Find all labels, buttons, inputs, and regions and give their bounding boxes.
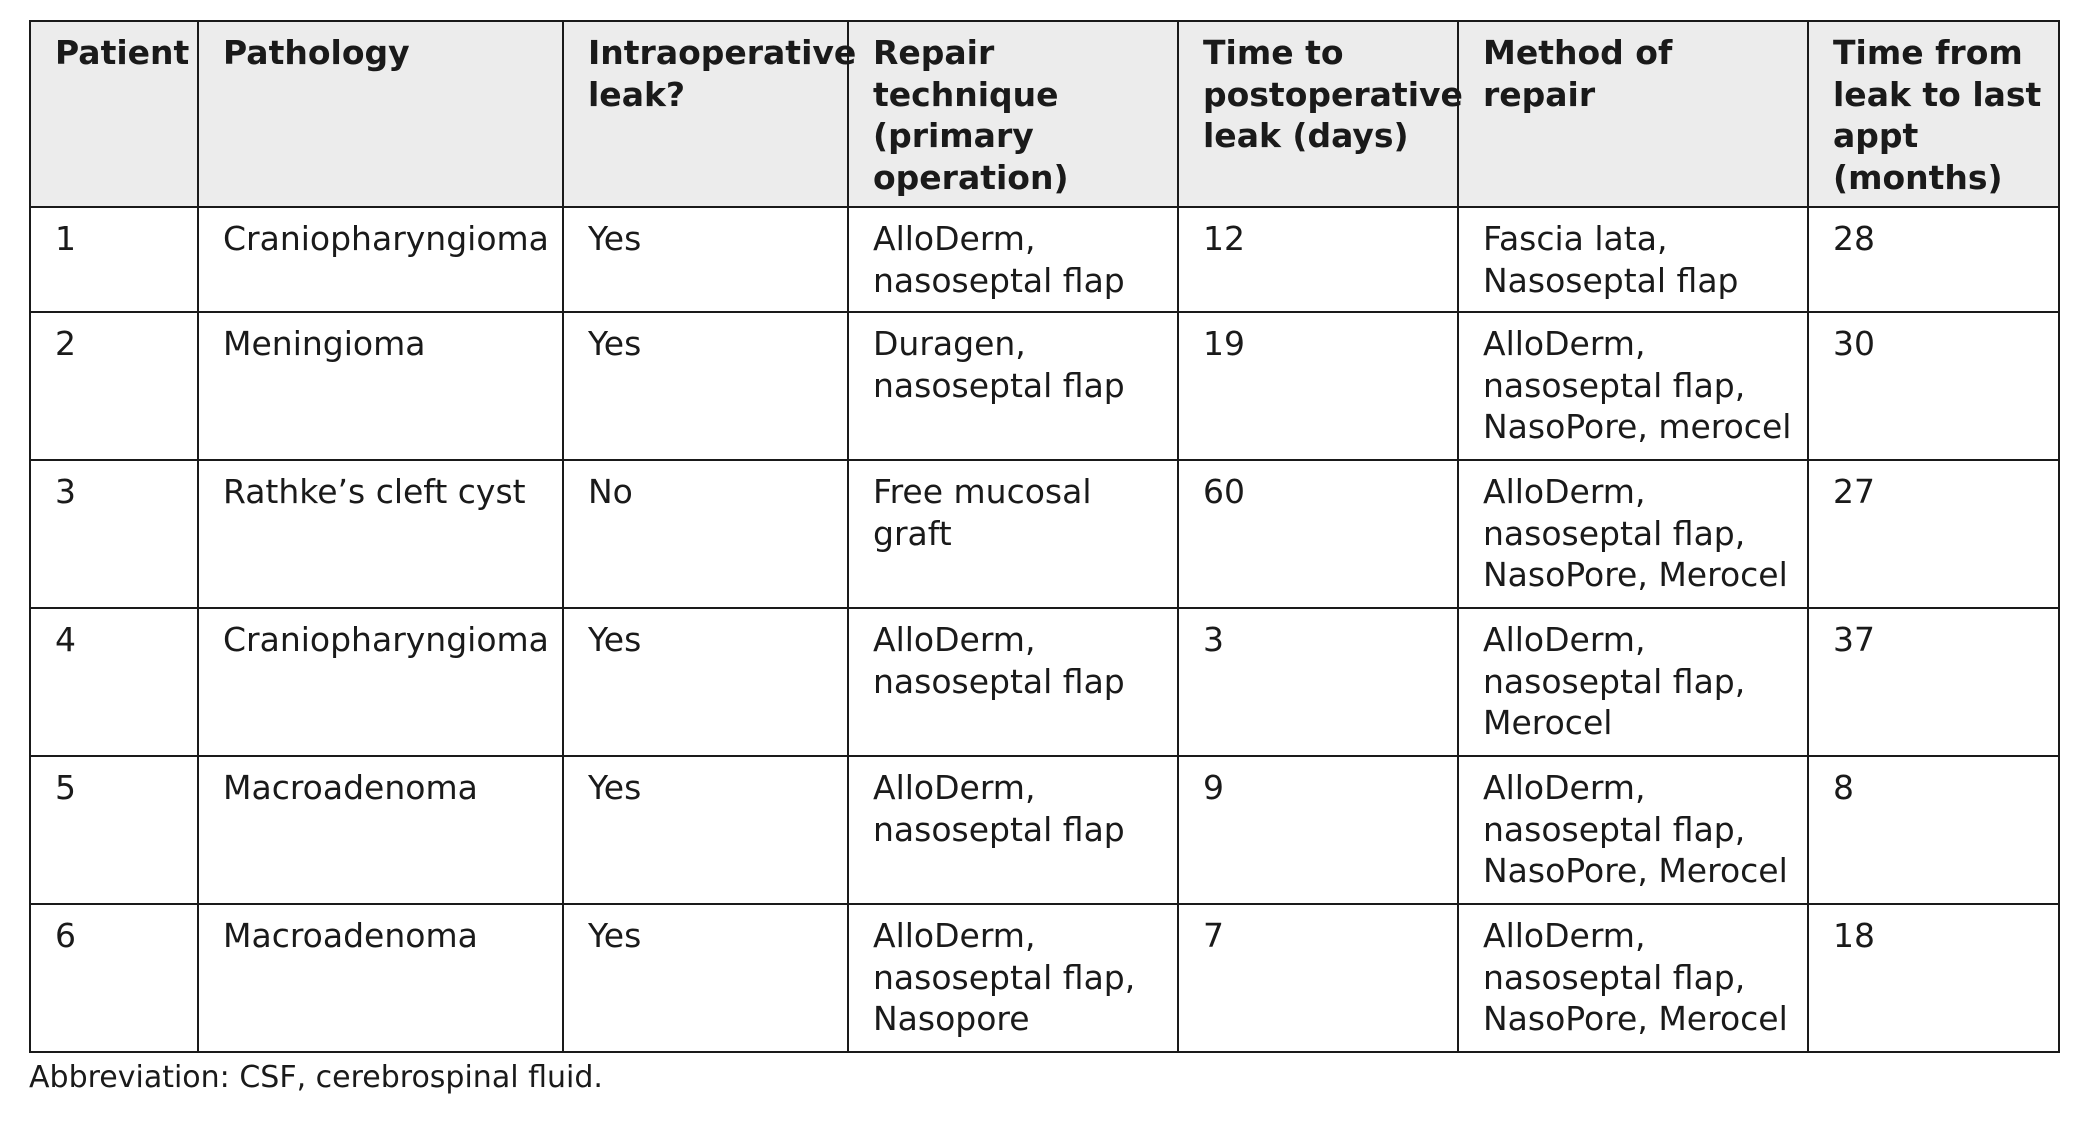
cell-intraoperative-leak: Yes [563, 312, 848, 460]
cell-time-to-leak: 19 [1178, 312, 1458, 460]
cell-method-of-repair: Fascia lata, Nasoseptal flap [1458, 207, 1808, 312]
cell-time-to-last-appt: 18 [1808, 904, 2059, 1052]
table-row [30, 460, 2059, 608]
cell-pathology: Craniopharyngioma [198, 608, 563, 756]
table-row [30, 207, 2059, 312]
cell-pathology: Macroadenoma [198, 756, 563, 904]
table-footnote: Abbreviation: CSF, cerebrospinal fluid. [29, 1060, 603, 1095]
cell-time-to-last-appt: 27 [1808, 460, 2059, 608]
cell-patient: 5 [30, 756, 198, 904]
patient-repair-table [29, 20, 2060, 1053]
cell-time-to-leak: 7 [1178, 904, 1458, 1052]
header-intraoperative-leak: Intraoperative leak? [563, 21, 848, 207]
cell-pathology: Meningioma [198, 312, 563, 460]
cell-patient: 2 [30, 312, 198, 460]
cell-time-to-last-appt: 30 [1808, 312, 2059, 460]
cell-patient: 3 [30, 460, 198, 608]
header-method-of-repair: Method of repair [1458, 21, 1808, 207]
header-repair-technique: Repair technique (primary operation) [848, 21, 1178, 207]
cell-repair-technique: AlloDerm, nasoseptal flap, Nasopore [848, 904, 1178, 1052]
cell-patient: 6 [30, 904, 198, 1052]
table-row [30, 904, 2059, 1052]
table-header-row [30, 21, 2059, 207]
cell-repair-technique: AlloDerm, nasoseptal flap [848, 756, 1178, 904]
cell-time-to-leak: 9 [1178, 756, 1458, 904]
cell-repair-technique: AlloDerm, nasoseptal flap [848, 608, 1178, 756]
cell-method-of-repair: AlloDerm, nasoseptal flap, NasoPore, Merocel [1458, 756, 1808, 904]
header-pathology: Pathology [198, 21, 563, 207]
cell-method-of-repair: AlloDerm, nasoseptal flap, NasoPore, Merocel [1458, 460, 1808, 608]
table-row [30, 756, 2059, 904]
cell-intraoperative-leak: Yes [563, 608, 848, 756]
header-time-to-leak: Time to postoperative leak (days) [1178, 21, 1458, 207]
cell-time-to-leak: 60 [1178, 460, 1458, 608]
cell-time-to-last-appt: 37 [1808, 608, 2059, 756]
header-patient: Patient [30, 21, 198, 207]
data-table-container [29, 20, 2058, 1053]
cell-time-to-last-appt: 8 [1808, 756, 2059, 904]
cell-repair-technique: Duragen, nasoseptal flap [848, 312, 1178, 460]
cell-intraoperative-leak: Yes [563, 904, 848, 1052]
cell-method-of-repair: AlloDerm, nasoseptal flap, NasoPore, Merocel [1458, 904, 1808, 1052]
cell-method-of-repair: AlloDerm, nasoseptal flap, NasoPore, merocel [1458, 312, 1808, 460]
cell-time-to-last-appt: 28 [1808, 207, 2059, 312]
table-row [30, 312, 2059, 460]
table-row [30, 608, 2059, 756]
cell-pathology: Craniopharyngioma [198, 207, 563, 312]
cell-pathology: Rathke’s cleft cyst [198, 460, 563, 608]
cell-repair-technique: AlloDerm, nasoseptal flap [848, 207, 1178, 312]
cell-pathology: Macroadenoma [198, 904, 563, 1052]
cell-patient: 4 [30, 608, 198, 756]
cell-repair-technique: Free mucosal graft [848, 460, 1178, 608]
header-time-to-last-appt: Time from leak to last appt (months) [1808, 21, 2059, 207]
cell-intraoperative-leak: Yes [563, 207, 848, 312]
cell-time-to-leak: 12 [1178, 207, 1458, 312]
cell-time-to-leak: 3 [1178, 608, 1458, 756]
cell-patient: 1 [30, 207, 198, 312]
cell-method-of-repair: AlloDerm, nasoseptal flap, Merocel [1458, 608, 1808, 756]
cell-intraoperative-leak: Yes [563, 756, 848, 904]
cell-intraoperative-leak: No [563, 460, 848, 608]
